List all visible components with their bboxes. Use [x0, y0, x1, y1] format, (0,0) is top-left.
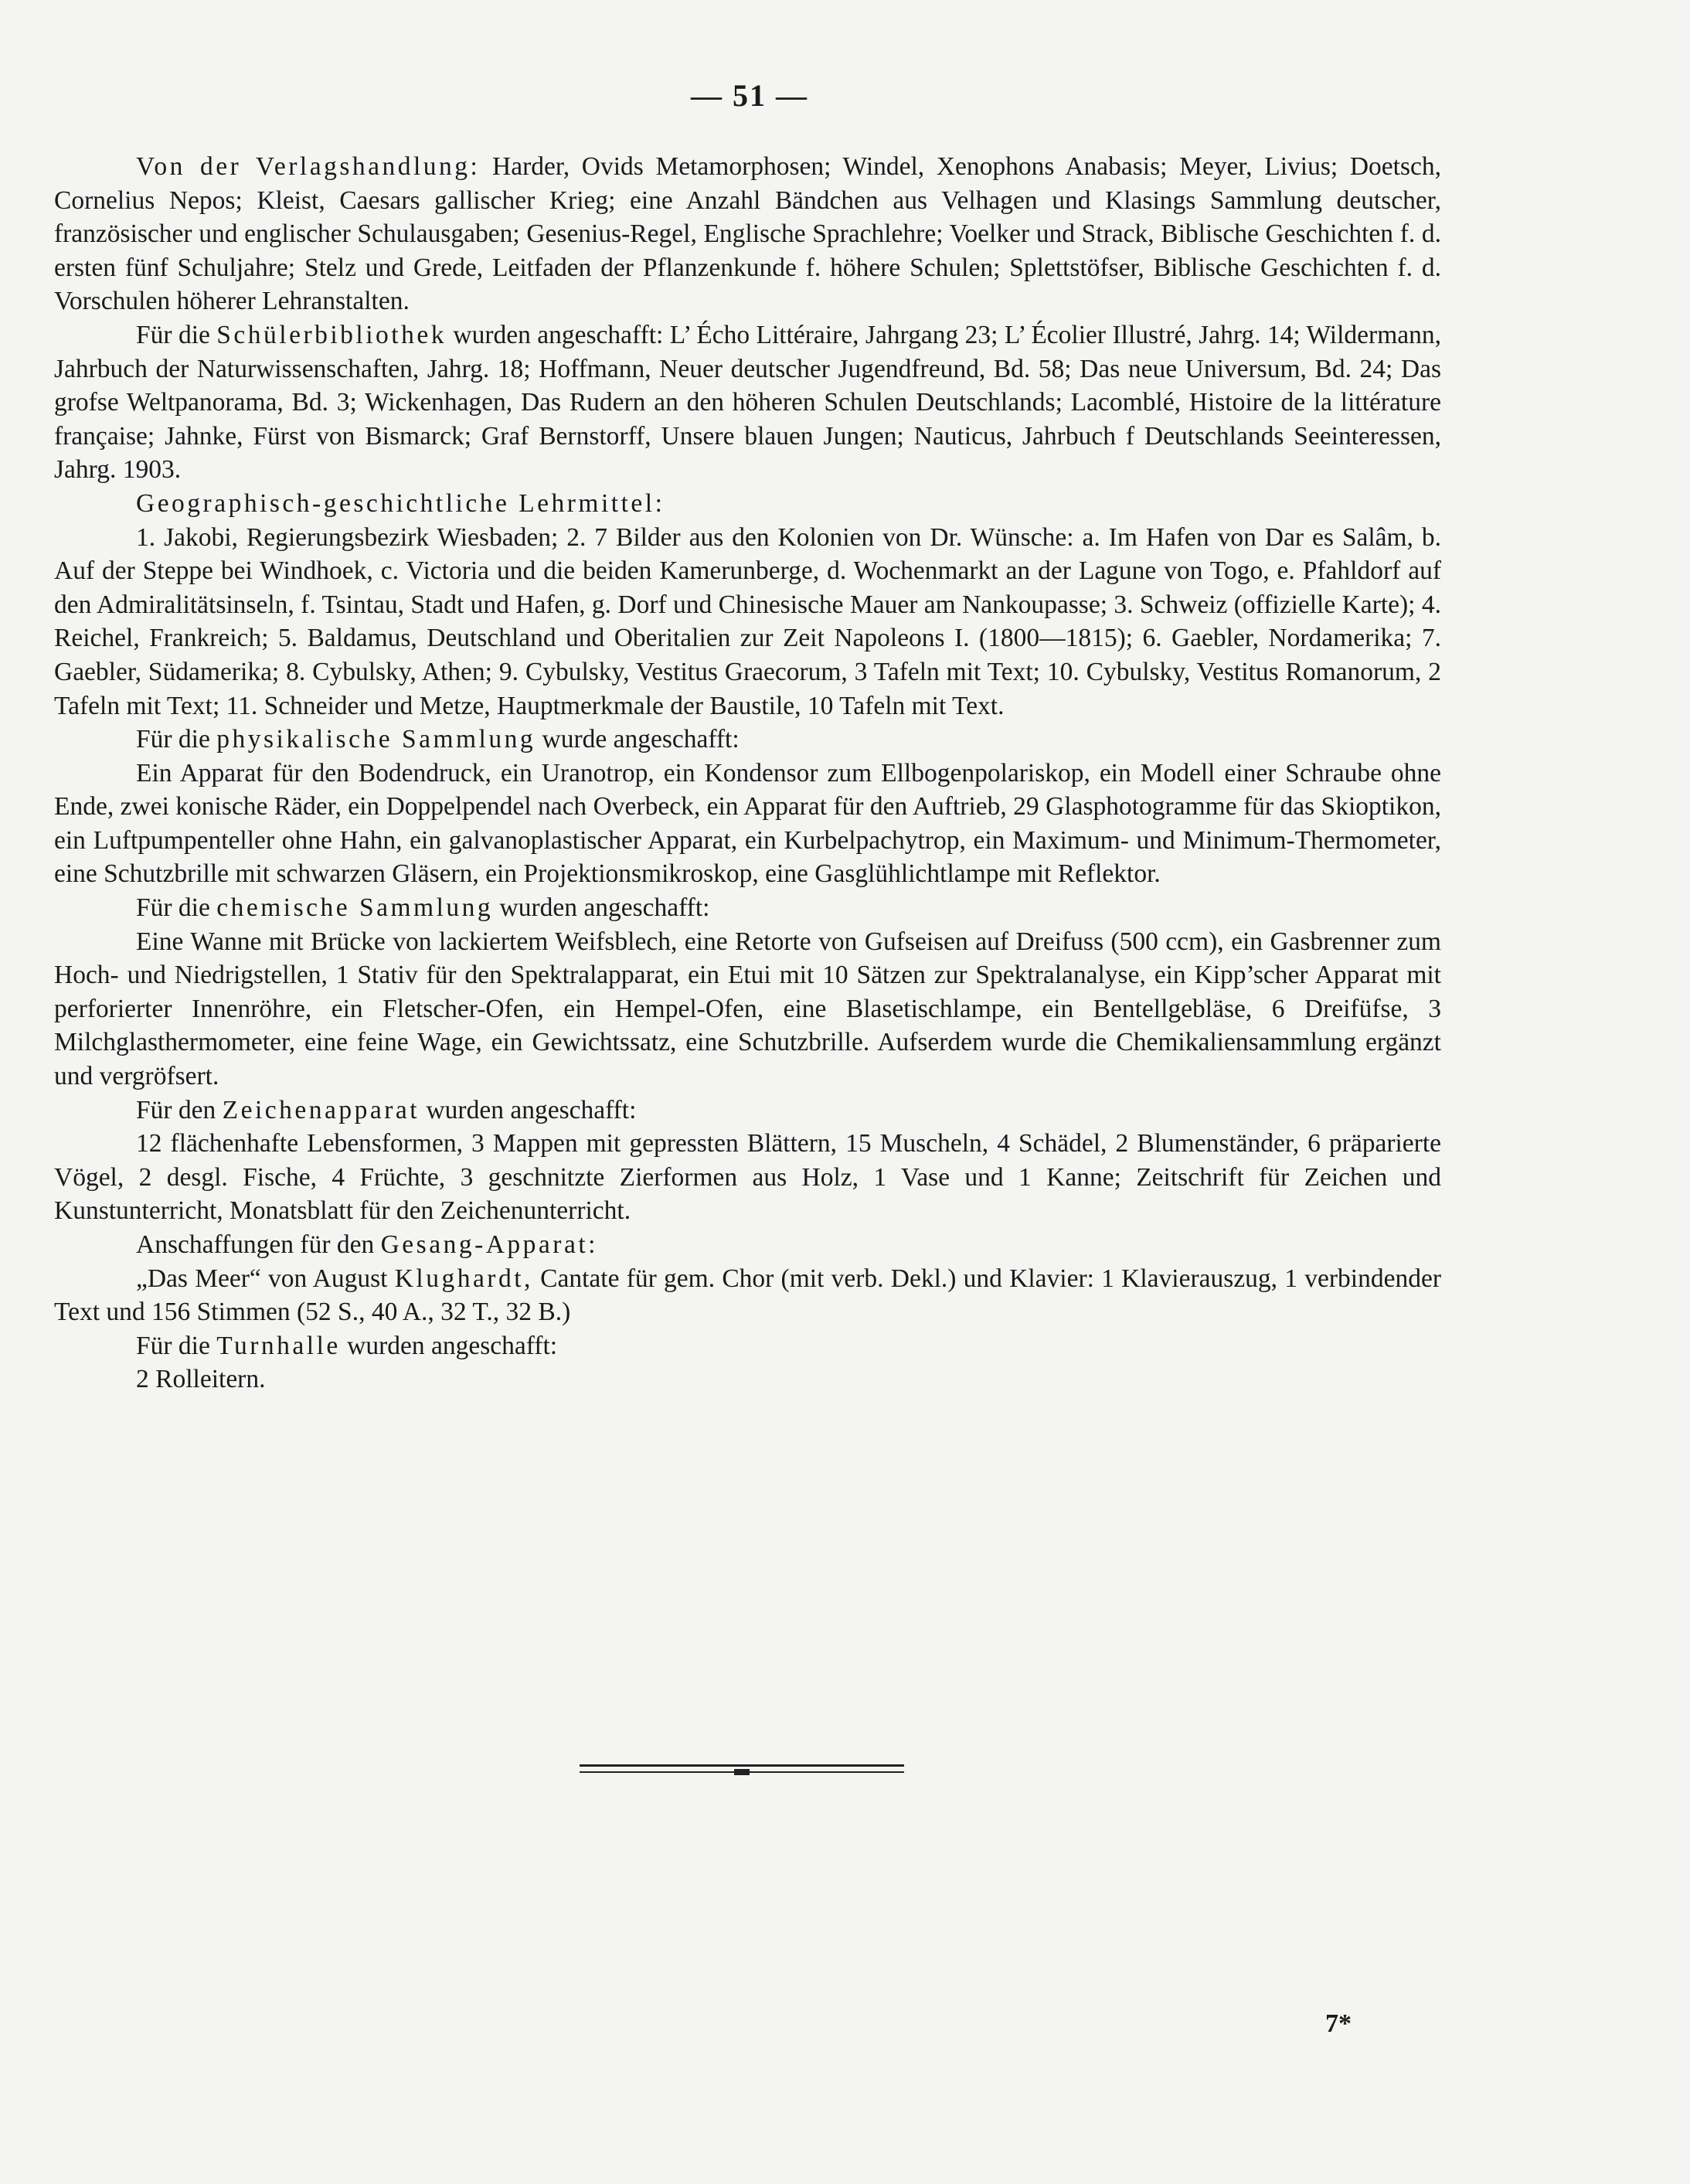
section-divider — [580, 1764, 904, 1773]
post-turnhalle: wurden angeschafft: — [340, 1331, 558, 1360]
divider-line-bottom — [580, 1771, 904, 1773]
heading-paragraph-gesang — [54, 1228, 1441, 1262]
divider-line-top — [580, 1764, 904, 1767]
heading-zeichen: Zeichenapparat — [222, 1095, 420, 1124]
document-body — [54, 150, 1441, 1396]
gesang-composer: Klughardt, — [394, 1264, 533, 1293]
paragraph-chemie: Eine Wanne mit Brücke von lackiertem Weifsblech, eine Retorte von Gufseisen auf Dreifuss (500 ccm), ein Gasbrenner zum Hoch- und Niedrigstellen, 1 Stativ für den Spektralapparat, ein Etui mit 10 Sätzen zur Spektralanalyse, ein Kipp’scher Apparat mit perforierter Innenröhre, ein Fletscher-Ofen, ein Hempel-Ofen, eine Blasetischlampe, ein Bentellgebläse, 6 Dreifüfse, 3 Milchglasthermometer, eine feine Wage, ein Gewichtssatz, eine Schutzbrille. Aufserdem wurde die Chemikaliensammlung ergänzt und vergröfsert. — [54, 927, 1441, 1091]
paragraph-geographie: 1. Jakobi, Regierungsbezirk Wiesbaden; 2. 7 Bilder aus den Kolonien von Dr. Wünsche: a. Im Hafen von Dar es Salâm, b. Auf der Steppe bei Windhoek, c. Victoria und die beiden Kamerunberge, d. Wochenmarkt an der Lagune von Togo, e. Pfahldorf auf den Admiralitätsinseln, f. Tsintau, Stadt und Hafen, g. Dorf und Chinesische Mauer am Nankoupasse; 3. Schweiz (offizielle Karte); 4. Reichel, Frankreich; 5. Baldamus, Deutschland und Oberitalien zur Zeit Napoleons I. (1800—1815); 6. Gaebler, Nordamerika; 7. Gaebler, Südamerika; 8. Cybulsky, Athen; 9. Cybulsky, Vestitus Graecorum, 3 Tafeln mit Text; 10. Cybulsky, Vestitus Romanorum, 2 Tafeln mit Text; 11. Schneider und Metze, Hauptmerkmale der Baustile, 10 Tafeln mit Text. — [54, 522, 1441, 720]
post-chemie: wurden angeschafft: — [493, 893, 710, 923]
heading-paragraph-zeichen — [54, 1094, 1441, 1128]
pre-schuelerbibliothek: Für die — [136, 320, 217, 349]
heading-geographie: Geographisch-geschichtliche Lehrmittel: — [136, 488, 665, 518]
heading-paragraph-physik — [54, 723, 1441, 757]
pre-physik: Für die — [136, 725, 217, 754]
heading-chemie: chemische Sammlung — [216, 893, 494, 923]
heading-turnhalle: Turnhalle — [216, 1331, 341, 1360]
signature-mark: 7* — [1325, 2009, 1352, 2038]
heading-schuelerbibliothek: Schülerbibliothek — [216, 320, 447, 349]
paragraph-zeichen: 12 flächenhafte Lebensformen, 3 Mappen mit gepressten Blättern, 15 Muscheln, 4 Schädel, 2 Blumenständer, 6 präparierte Vögel, 2 desgl. Fische, 4 Früchte, 3 geschnitzte Zierformen aus Holz, 1 Vase und 1 Kanne; Zeitschrift für Zeichen und Kunstunterricht, Monatsblatt für den Zeichenunterricht. — [54, 1129, 1441, 1226]
pre-turnhalle: Für die — [136, 1331, 217, 1360]
heading-paragraph-geographie — [54, 487, 1441, 521]
heading-verlag: Von der Verlagshandlung: — [136, 152, 481, 181]
paragraph-schuelerbibliothek — [54, 318, 1441, 487]
pre-zeichen: Für den — [136, 1095, 223, 1124]
gesang-text-post: Cantate für gem. Chor (mit verb. Dekl.) und Klavier: 1 Klavierauszug, 1 verbindender Text und 156 Stimmen (52 S., 40 A., 32 T., 32 B.) — [54, 1264, 1441, 1327]
paragraph-gesang — [54, 1262, 1441, 1329]
heading-paragraph-chemie — [54, 891, 1441, 925]
text-schuelerbibliothek: wurden angeschafft: L’ Écho Littéraire, Jahrgang 23; L’ Écolier Illustré, Jahrg. 14; Wildermann, Jahrbuch der Naturwissenschaften, Jahrg. 18; Hoffmann, Neuer deutscher Jugendfreund, Bd. 58; Das neue Universum, Bd. 24; Das grofse Weltpanorama, Bd. 3; Wickenhagen, Das Rudern an den höheren Schulen Deutschlands; Lacomblé, Histoire de la littérature française; Jahnke, Fürst von Bismarck; Graf Bernstorff, Unsere blauen Jungen; Nauticus, Jahrbuch f Deutschlands Seeinteressen, Jahrg. 1903. — [54, 320, 1441, 485]
paragraph-physik: Ein Apparat für den Bodendruck, ein Uranotrop, ein Kondensor zum Ellbogenpolariskop, ein Modell einer Schraube ohne Ende, zwei konische Räder, ein Doppelpendel nach Overbeck, ein Apparat für den Auftrieb, 29 Glasphotogramme für das Skioptikon, ein Luftpumpenteller ohne Hahn, ein galvanoplastischer Apparat, ein Kurbelpachytrop, ein Maximum- und Minimum-Thermometer, eine Schutzbrille mit schwarzen Gläsern, ein Projektionsmikroskop, eine Gasglühlichtlampe mit Reflektor. — [54, 758, 1441, 889]
post-zeichen: wurden angeschafft: — [420, 1095, 637, 1124]
heading-paragraph-turnhalle — [54, 1329, 1441, 1363]
pre-chemie: Für die — [136, 893, 217, 923]
paragraph-verlag — [54, 150, 1441, 318]
heading-gesang: Gesang-Apparat: — [380, 1230, 598, 1259]
page-number: — 51 — — [691, 78, 808, 113]
paragraph-turnhalle: 2 Rolleitern. — [136, 1365, 266, 1394]
gesang-text-pre: „Das Meer“ von August — [136, 1264, 395, 1293]
post-physik: wurde angeschafft: — [536, 725, 740, 754]
heading-physik: physikalische Sammlung — [216, 725, 536, 754]
text-verlag: Harder, Ovids Metamorphosen; Windel, Xenophons Anabasis; Meyer, Livius; Doetsch, Cornelius Nepos; Kleist, Caesars gallischer Krieg; eine Anzahl Bändchen aus Velhagen und Klasings Sammlung deutscher, französischer und englischer Schulausgaben; Gesenius-Regel, Englische Sprachlehre; Voelker und Strack, Biblische Geschichten f. d. ersten fünf Schuljahre; Stelz und Grede, Leitfaden der Pflanzenkunde f. höhere Schulen; Splettstöfser, Biblische Geschichten f. d. Vorschulen höherer Lehranstalten. — [54, 152, 1441, 316]
pre-gesang: Anschaffungen für den — [136, 1230, 381, 1259]
